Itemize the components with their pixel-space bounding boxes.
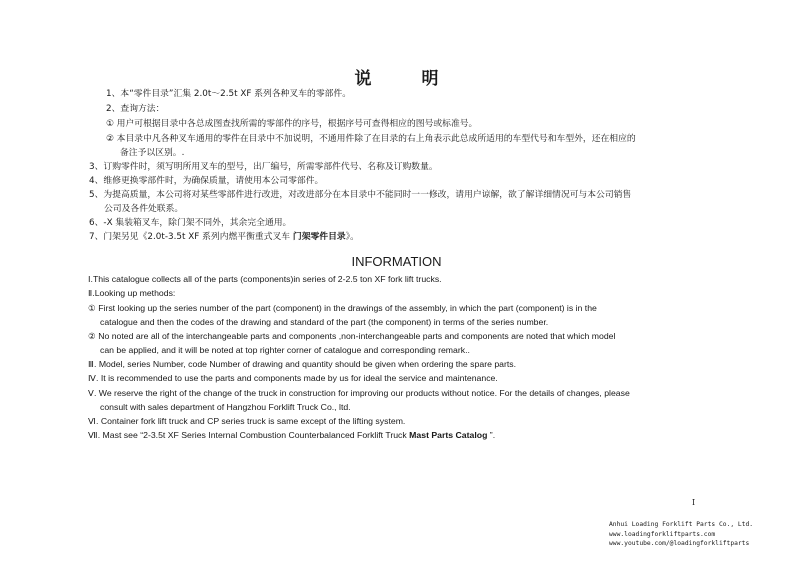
cn-line-11-suffix: 》。 xyxy=(345,232,359,242)
cn-line-5: 备注予以区别。. xyxy=(120,148,185,158)
cn-line-2: 2、查询方法： xyxy=(106,104,165,114)
cn-line-9: 公司及各件处联系。 xyxy=(104,204,184,214)
footer-company: Anhui Loading Forklift Parts Co., Ltd. xyxy=(609,521,754,528)
en-line-9: Ⅴ. We reserve the right of the change of the truck in construction for improving our products without notice. For the details of changes, please xyxy=(88,388,630,398)
en-line-6: can be applied, and it will be noted at top righter corner of catalogue and corresponding remark.. xyxy=(100,345,470,355)
cn-line-8: 5、为提高质量，本公司将对某些零部件进行改进，对改进部分在本目录中不能同时一一修改，请用户谅解，欲了解详细情况可与本公司销售 xyxy=(89,190,632,200)
cn-line-7: 4、维修更换零部件时，为确保质量，请使用本公司零部件。 xyxy=(89,176,324,186)
cn-line-10: 6、-X 集装箱叉车，除门架不同外，其余完全通用。 xyxy=(89,218,292,228)
en-line-1: Ⅰ.This catalogue collects all of the parts (components)in series of 2-2.5 ton XF fork lift trucks. xyxy=(88,274,442,284)
footer-website: www.loadingforkliftparts.com xyxy=(609,530,716,538)
en-line-12 xyxy=(88,428,495,442)
cn-line-6: 3、订购零件时，须写明所用叉车的型号，出厂编号，所需零部件代号、名称及订购数量。 xyxy=(89,162,438,172)
cn-line-11-prefix: 7、门架另见《2.0t-3.5t XF 系列内燃平衡重式叉车 xyxy=(89,232,293,242)
chinese-title: 说 明 xyxy=(354,69,461,89)
cn-line-3: ① 用户可根据目录中各总成图查找所需的零部件的序号，根据序号可查得相应的图号或标准号。 xyxy=(106,119,478,129)
cn-mast-catalog-title: 门架零件目录 xyxy=(292,232,346,242)
footer xyxy=(609,520,753,549)
footer-youtube: www.youtube.com/@loadingforkliftparts xyxy=(609,540,750,547)
en-line-3: ① First looking up the series number of the part (component) in the drawings of the assembly, in which the part (component) is in the xyxy=(88,303,597,313)
en-line-12-prefix: Ⅶ. Mast see “2-3.5t XF Series Internal Combustion Counterbalanced Forklift Truck xyxy=(88,430,410,440)
en-line-4: catalogue and then the codes of the drawing and standard of the part (the component) in terms of the series number. xyxy=(100,317,549,327)
cn-line-11 xyxy=(89,230,359,245)
en-line-11: Ⅵ. Container fork lift truck and CP series truck is same except of the lifting system. xyxy=(88,416,406,426)
en-line-12-suffix: ”. xyxy=(487,430,496,440)
en-line-2: Ⅱ.Looking up methods: xyxy=(88,288,176,298)
page-number: I xyxy=(692,498,696,507)
en-line-5: ② No noted are all of the interchangeable parts and components ,non-interchangeable parts and components are noted that which model xyxy=(88,331,616,341)
en-line-10: consult with sales department of Hangzhou Forklift Truck Co., ltd. xyxy=(100,402,351,412)
information-title: INFORMATION xyxy=(351,254,442,269)
en-mast-catalog-title: Mast Parts Catalog xyxy=(409,430,488,440)
en-line-7: Ⅲ. Model, series Number, code Number of drawing and quantity should be given when ordering the spare parts. xyxy=(88,359,517,369)
cn-line-1: 1、本“零件目录”汇集 2.0t～2.5t XF 系列各种叉车的零部件。 xyxy=(106,89,352,99)
en-line-8: Ⅳ. It is recommended to use the parts and components made by us for ideal the service and maintenance. xyxy=(88,373,498,383)
cn-line-4: ② 本目录中凡各种叉车通用的零件在目录中不加说明，不通用件除了在目录的右上角表示此总成所适用的车型代号和车型外，还在相应的 xyxy=(106,134,636,144)
